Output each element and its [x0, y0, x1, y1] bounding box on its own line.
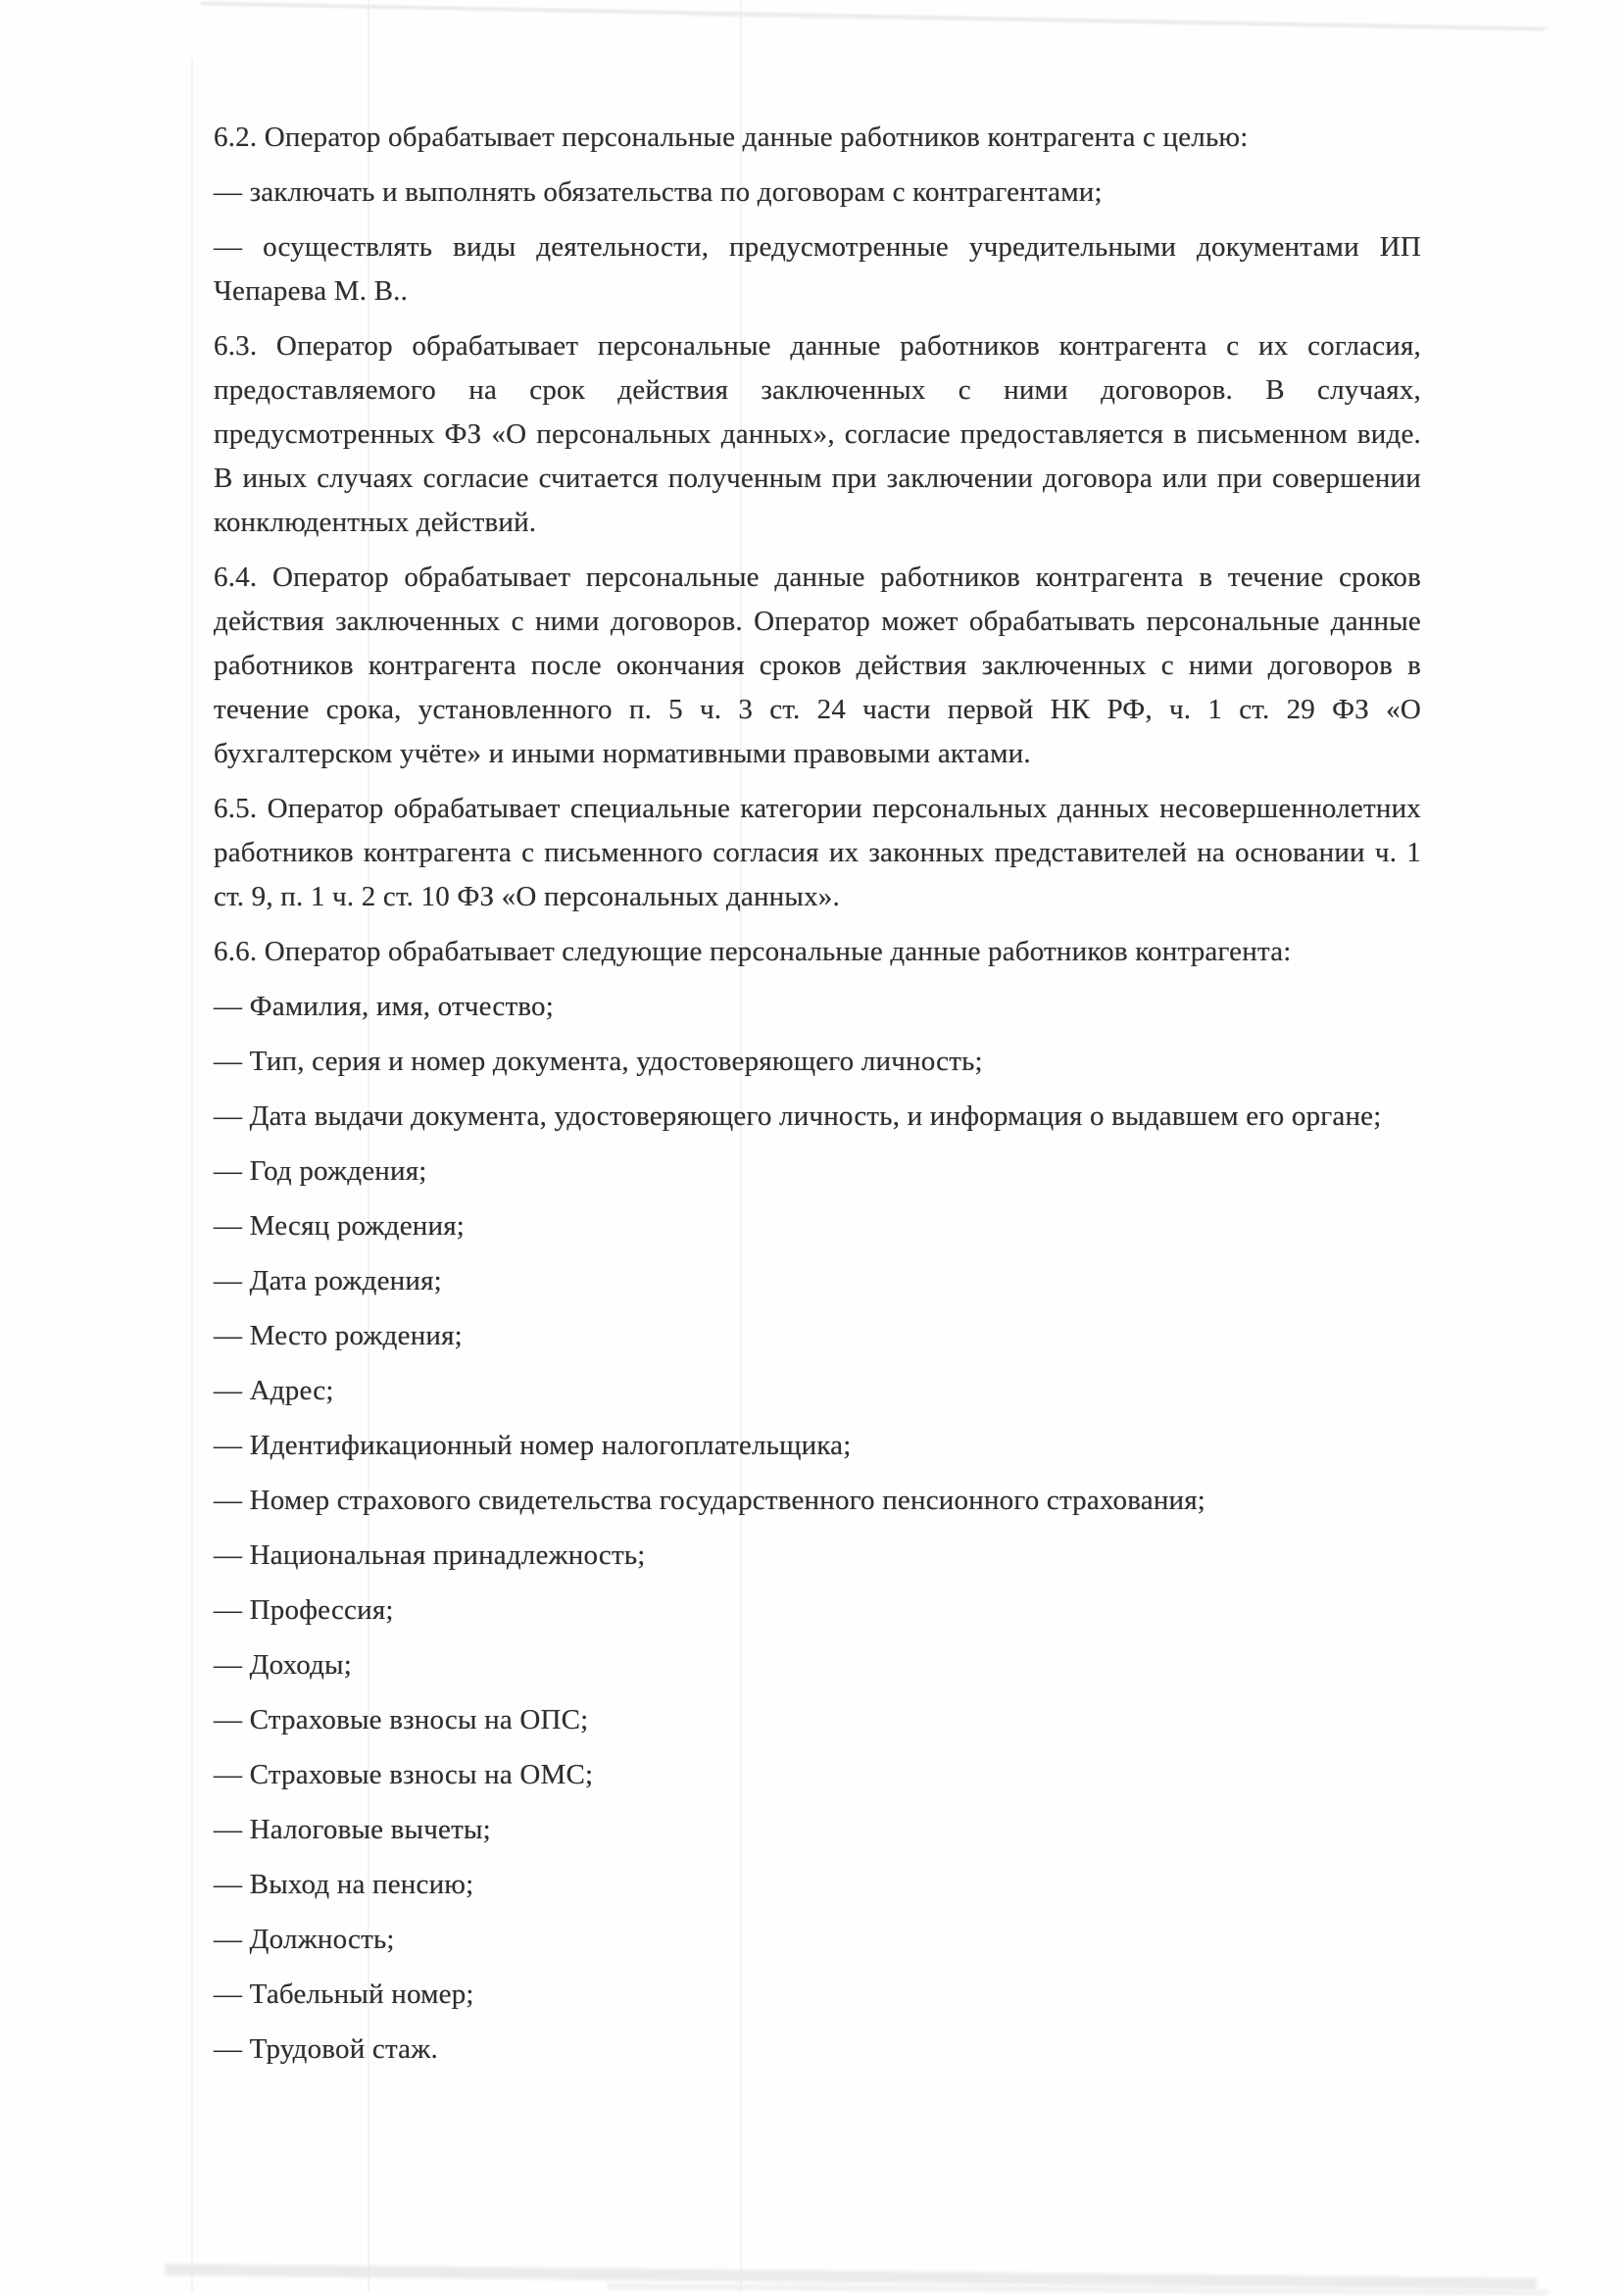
- list-item-birth-date: — Дата рождения;: [214, 1265, 442, 1296]
- list-item-profession: — Профессия;: [214, 1594, 394, 1626]
- list-item-birth-month: — Месяц рождения;: [214, 1210, 466, 1242]
- clause-6-2: 6.2. Оператор обрабатывает персональные данные работников контрагента с целью:: [214, 122, 1249, 153]
- clause-6-4: 6.4. Оператор обрабатывает персональные данные работников контрагента в течение сроков действия заключенных с ними договоров. Оператор может обрабатывать персональные данные работников контрагента после окончания сроков действия заключенных с ними договоров в течение срока, установленного п. 5 ч. 3 ст. 24 части первой НК РФ, ч. 1 ст. 29 ФЗ «О бухгалтерском учёте» и иными нормативными правовыми актами.: [214, 562, 1421, 769]
- list-item-position: — Должность;: [214, 1924, 395, 1955]
- list-item-birth-place: — Место рождения;: [214, 1320, 463, 1351]
- list-item-personnel-number: — Табельный номер;: [214, 1978, 474, 2010]
- list-item-tax-deductions: — Налоговые вычеты;: [214, 1814, 491, 1845]
- list-item-income: — Доходы;: [214, 1649, 352, 1681]
- scan-paper-edge-top: [686, 14, 1549, 29]
- list-item-oms-contributions: — Страховые взносы на ОМС;: [214, 1759, 594, 1790]
- list-item-work-experience: — Трудовой стаж.: [214, 2033, 438, 2065]
- list-item-activities: — осуществлять виды деятельности, предусмотренные учредительными документами ИП Чепарева М. В..: [214, 231, 1421, 307]
- list-item-birth-year: — Год рождения;: [214, 1155, 427, 1187]
- clause-6-6: 6.6. Оператор обрабатывает следующие персональные данные работников контрагента:: [214, 936, 1292, 967]
- list-item-snils: — Номер страхового свидетельства государственного пенсионного страхования;: [214, 1485, 1206, 1516]
- list-item-id-document: — Тип, серия и номер документа, удостоверяющего личность;: [214, 1046, 983, 1077]
- clause-6-5: 6.5. Оператор обрабатывает специальные категории персональных данных несовершеннолетних работников контрагента с письменного согласия их законных представителей на основании ч. 1 ст. 9, п. 1 ч. 2 ст. 10 ФЗ «О персональных данных».: [214, 793, 1421, 912]
- list-item-retirement: — Выход на пенсию;: [214, 1869, 474, 1900]
- list-item-inn: — Идентификационный номер налогоплательщика;: [214, 1430, 852, 1461]
- list-item-nationality: — Национальная принадлежность;: [214, 1539, 646, 1571]
- list-item-conclude-contracts: — заключать и выполнять обязательства по договорам с контрагентами;: [214, 176, 1103, 208]
- document-text: [214, 116, 1421, 2082]
- list-item-full-name: — Фамилия, имя, отчество;: [214, 991, 555, 1022]
- list-item-ops-contributions: — Страховые взносы на ОПС;: [214, 1704, 589, 1735]
- clause-6-3: 6.3. Оператор обрабатывает персональные данные работников контрагента с их согласия, предоставляемого на срок действия заключенных с ними договоров. В случаях, предусмотренных ФЗ «О персональных данных», согласие предоставляется в письменном виде. В иных случаях согласие считается полученным при заключении договора или при совершении конклюдентных действий.: [214, 330, 1421, 538]
- list-item-address: — Адрес;: [214, 1375, 334, 1406]
- scan-fold-line: [191, 59, 193, 2292]
- list-item-id-document-issue: — Дата выдачи документа, удостоверяющего личность, и информация о выдавшем его органе;: [214, 1100, 1382, 1132]
